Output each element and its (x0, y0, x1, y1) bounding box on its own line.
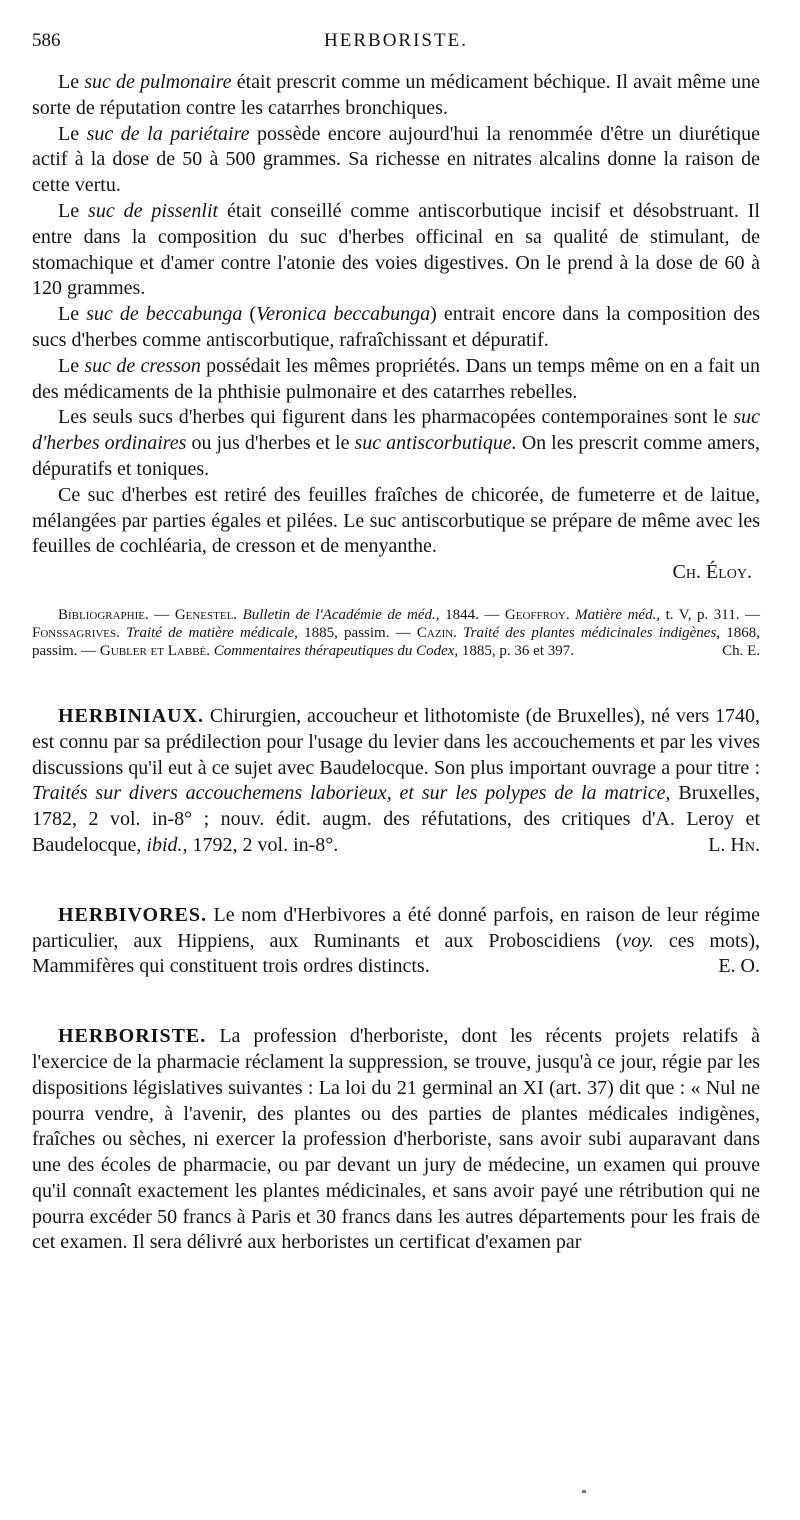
paragraph-pissenlit: Le suc de pissenlit était conseillé comme antiscorbutique incisif et désobstruant. Il entre dans la composition du suc d'herbes officinal en sa qualité de stimulant, de stomachique et d'amer contre l'atonie des voies digestives. On le prend à la dose de 60 à 120 grammes. (32, 199, 760, 300)
headword-herbivores: HERBIVORES. (58, 903, 207, 926)
entry-herbiniaux: HERBINIAUX. Chirurgien, accoucheur et lithotomiste (de Bruxelles), né vers 1740, est connu par sa prédilection pour l'usage du levier dans les accouchements et par les vives discussions qu'il eut à ce sujet avec Baudelocque. Son plus important ouvrage a pour titre : Traités sur divers accouchemens laborieux, et sur les polypes de la matrice, Bruxelles, 1782, 2 vol. in-8° ; nouv. édit. augm. des réfutations, des critiques d'A. Leroy et Baudelocque, ibid., 1792, 2 vol. in-8°. L. Hn. (32, 704, 760, 859)
paragraph-preparation: Ce suc d'herbes est retiré des feuilles fraîches de chicorée, de fumeterre et de laitue, mélangées par parties égales et pilées. Le suc antiscorbutique se prépare de même avec les feuilles de cochléaria, de cresson et de menyanthe. (32, 483, 760, 558)
signature-herbiniaux: L. Hn. (708, 833, 760, 856)
section-gap (32, 660, 760, 704)
paragraph-parietaire: Le suc de la pariétaire possède encore aujourd'hui la renommée d'être un diurétique actif à la dose de 50 à 500 grammes. Sa richesse en nitrates alcalins donne la raison de cette vertu. (32, 122, 760, 197)
bibliography: Bibliographie. — Genestel. Bulletin de l'Académie de méd., 1844. — Geoffroy. Matière méd., t. V, p. 311. — Fonssagrives. Traité de matière médicale, 1885, passim. — Cazin. Traité des plantes médicinales indigènes, 1868, passim. — Gubler et Labbé. Commentaires thérapeutiques du Codex, 1885, p. 36 et 397. Ch. E. (32, 606, 760, 659)
signature-herbivores: E. O. (718, 955, 760, 978)
entry-herbivores: HERBIVORES. Le nom d'Herbivores a été donné parfois, en raison de leur régime particulier, aux Hippiens, aux Ruminants et aux Proboscidiens (voy. ces mots), Mammifères qui constituent trois ordres distincts. E. O. (32, 903, 760, 980)
running-title: HERBORISTE. (324, 30, 468, 51)
headword-herboriste: HERBORISTE. (58, 1025, 207, 1048)
paragraph-sucs-contemporains: Les seuls sucs d'herbes qui figurent dans les pharmacopées contemporaines sont le suc d'herbes ordinaires ou jus d'herbes et le suc antiscorbutique. On les prescrit comme amers, dépuratifs et toniques. (32, 406, 760, 480)
bibliography-label: Bibliographie. (58, 606, 149, 623)
running-header (32, 30, 760, 56)
page-body (32, 70, 760, 1256)
paragraph-cresson: Le suc de cresson possédait les mêmes propriétés. Dans un temps même on en a fait un des médicaments de la phthisie pulmonaire et des catarrhes rebelles. (32, 354, 761, 403)
headword-herbiniaux: HERBINIAUX. (58, 704, 205, 727)
page-number: 586 (32, 30, 61, 51)
section-gap (32, 859, 760, 903)
bibliography-signature: Ch. E. (722, 642, 760, 659)
paragraph-pulmonaire: Le suc de pulmonaire était prescrit comme un médicament béchique. Il avait même une sorte de réputation contre les catarrhes bronchiques. (32, 71, 761, 119)
signature-eloy: Ch. Éloy. (672, 561, 752, 584)
section-gap (32, 980, 760, 1024)
print-speck (582, 1490, 586, 1493)
entry-herboriste: HERBORISTE. La profession d'herboriste, dont les récents projets relatifs à l'exercice de la pharmacie réclament la suppression, se trouve, jusqu'à ce jour, régie par les dispositions législatives suivantes : La loi du 21 germinal an XI (art. 37) dit que : « Nul ne pourra vendre, à l'avenir, des plantes ou des parties de plantes médicales indigènes, fraîches ou sèches, ni exercer la profession d'herboriste, sans avoir subi auparavant dans une des écoles de pharmacie, ou par devant un jury de médecine, un examen qui prouve qu'il connaît exactement les plantes médicinales, et sans avoir payé une rétribution qui ne pourra excéder 50 francs à Paris et 30 francs dans les autres départements pour les frais de cet examen. Il sera délivré aux herboristes un certificat d'examen par (32, 1025, 760, 1254)
paragraph-beccabunga: Le suc de beccabunga (Veronica beccabunga) entrait encore dans la composition des sucs d'herbes comme antiscorbutique, rafraîchissant et dépuratif. (32, 303, 761, 351)
